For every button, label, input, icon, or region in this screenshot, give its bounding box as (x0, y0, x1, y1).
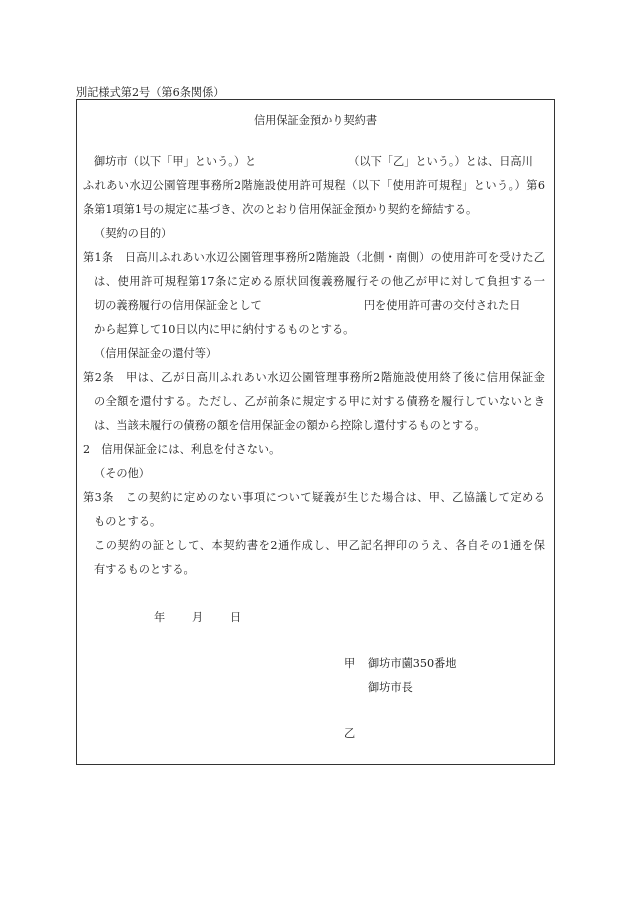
article1-line-1: 第1条 日高川ふれあい水辺公園管理事務所2階施設（北側・南側）の使用許可を受けた乙 (83, 251, 545, 264)
article1-line-2: は、使用許可規程第17条に定める原状回復義務履行その他乙が甲に対して負担する一 (94, 275, 545, 288)
document-title: 信用保証金預かり契約書 (253, 114, 378, 127)
date-month: 月 (192, 611, 204, 624)
article3-line-2: ものとする。 (94, 515, 162, 528)
party-b-label: 乙 (344, 727, 356, 740)
article1-heading: （契約の目的） (94, 227, 173, 240)
date-day: 日 (230, 611, 242, 624)
article2-heading: （信用保証金の還付等） (94, 347, 218, 360)
date-year: 年 (154, 611, 166, 624)
article2-line-1: 第2条 甲は、乙が日高川ふれあい水辺公園管理事務所2階施設使用終了後に信用保証金 (83, 371, 545, 384)
article2-line-2: の全額を還付する。ただし、乙が前条に規定する甲に対する債務を履行していないとき (94, 395, 545, 408)
preamble-party-b: （以下「乙」という。）とは、日高川 (348, 155, 533, 168)
article2-para-2: 2 信用保証金には、利息を付さない。 (83, 443, 281, 456)
document-frame (76, 99, 555, 765)
party-a-name: 御坊市長 (368, 681, 413, 694)
party-a-label: 甲 (344, 657, 356, 670)
preamble-line-1 (94, 155, 545, 169)
article1-amount-suffix: 円を使用許可書の交付された日 (363, 299, 521, 312)
preamble-party-a: 御坊市（以下「甲」という。）と (94, 155, 257, 168)
article3-line-1: 第3条 この契約に定めのない事項について疑義が生じた場合は、甲、乙協議して定める (83, 491, 545, 504)
article1-amount-prefix: 切の義務履行の信用保証金として (94, 299, 262, 312)
article2-line-3: は、当該未履行の債務の額を信用保証金の額から控除し還付するものとする。 (94, 419, 486, 432)
article1-line-4: から起算して10日以内に甲に納付するものとする。 (94, 323, 355, 336)
preamble-line-3: 条第1項第1号の規定に基づき、次のとおり信用保証金預かり契約を締結する。 (83, 203, 478, 216)
form-label: 別記様式第2号（第6条関係） (76, 86, 225, 99)
article1-line-3 (94, 299, 520, 313)
article3-heading: （その他） (94, 467, 150, 480)
closing-line-1: この契約の証として、本契約書を2通作成し、甲乙記名押印のうえ、各自その1通を保 (94, 539, 545, 552)
preamble-line-2: ふれあい水辺公園管理事務所2階施設使用許可規程（以下「使用許可規程」という。）第6 (83, 179, 545, 192)
closing-line-2: 有するものとする。 (94, 563, 195, 576)
party-a-address: 御坊市薗350番地 (368, 657, 457, 670)
